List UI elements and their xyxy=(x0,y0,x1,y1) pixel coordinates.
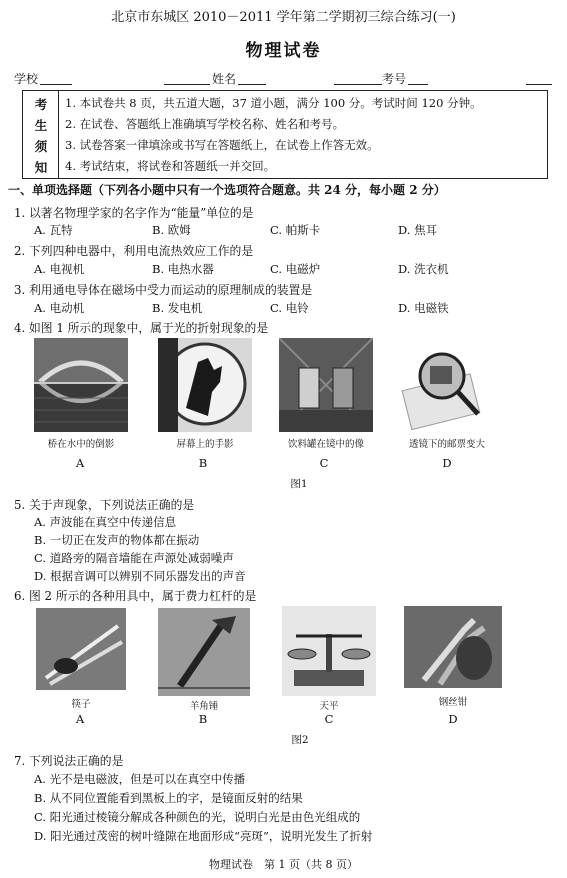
balance-scale-photo xyxy=(282,606,376,696)
page-footer: 物理试卷 第 1 页（共 8 页） xyxy=(209,858,358,871)
q1-option-a: A. 瓦特 xyxy=(34,223,73,237)
figure1-letter-a: A xyxy=(75,456,85,470)
q5-option-b: B. 一切正在发声的物体都在振动 xyxy=(34,533,200,547)
question-5-stem: 5. 关于声现象，下列说法正确的是 xyxy=(14,498,195,512)
figure2-letter-d: D xyxy=(448,712,458,726)
notice-box xyxy=(22,90,548,179)
chopsticks-photo xyxy=(36,608,126,690)
figure2-caption-c: 天平 xyxy=(319,701,339,712)
q3-option-d: D. 电磁铁 xyxy=(398,301,449,315)
page-title: 物理试卷 xyxy=(245,41,322,61)
notice-side-label xyxy=(23,91,59,178)
figure2-caption-a: 筷子 xyxy=(71,699,91,710)
figure1-caption-c: 饮料罐在镜中的像 xyxy=(287,439,364,450)
notice-line: 4. 考试结束，将试卷和答题纸一并交回。 xyxy=(65,159,276,173)
can-mirror-photo xyxy=(279,338,373,432)
school-blank xyxy=(40,72,72,85)
q7-option-a: A. 光不是电磁波，但是可以在真空中传播 xyxy=(34,772,246,786)
figure1-letter-c: C xyxy=(319,456,329,470)
q7-option-d: D. 阳光通过茂密的树叶缝隙在地面形成“亮斑”，说明光发生了折射 xyxy=(34,829,373,843)
school-label: 学校 xyxy=(14,72,39,86)
exam-header: 北京市东城区 2010－2011 学年第二学期初三综合练习(一) xyxy=(111,10,456,25)
q2-option-b: B. 电热水器 xyxy=(152,262,214,276)
question-4-stem: 4. 如图 1 所示的现象中，属于光的折射现象的是 xyxy=(14,321,269,335)
figure2-label: 图2 xyxy=(291,734,309,746)
figure1-caption-b: 屏幕上的手影 xyxy=(176,439,234,450)
figure2-caption-d: 钢丝钳 xyxy=(438,697,468,708)
question-7-stem: 7. 下列说法正确的是 xyxy=(14,754,124,768)
name-label: 姓名 xyxy=(212,72,237,86)
q5-option-d: D. 根据音调可以辨别不同乐器发出的声音 xyxy=(34,569,246,583)
q1-option-b: B. 欧姆 xyxy=(152,223,191,237)
q2-option-d: D. 洗衣机 xyxy=(398,262,449,276)
section-heading: 一、单项选择题（下列各小题中只有一个选项符合题意。共 24 分，每小题 2 分） xyxy=(8,183,446,197)
trailing-blank xyxy=(526,72,552,85)
bridge-reflection-photo xyxy=(34,338,128,432)
q7-option-c: C. 阳光通过棱镜分解成各种颜色的光，说明白光是由色光组成的 xyxy=(34,810,361,824)
q2-option-a: A. 电视机 xyxy=(34,262,85,276)
q1-option-d: D. 焦耳 xyxy=(398,223,438,237)
q5-option-c: C. 道路旁的隔音墙能在声源处减弱噪声 xyxy=(34,551,234,565)
figure1-letter-b: B xyxy=(198,456,208,470)
q1-option-c: C. 帕斯卡 xyxy=(270,223,321,237)
figure2-letter-c: C xyxy=(324,712,334,726)
figure2-letter-b: B xyxy=(198,712,208,726)
notice-side-char: 生 xyxy=(34,118,48,133)
name-blank-pre xyxy=(164,72,210,85)
q3-option-a: A. 电动机 xyxy=(34,301,85,315)
question-3-stem: 3. 利用通电导体在磁场中受力而运动的原理制成的装置是 xyxy=(14,283,313,297)
figure2-caption-b: 羊角锤 xyxy=(189,701,219,712)
notice-line: 2. 在试卷、答题纸上准确填写学校名称、姓名和考号。 xyxy=(65,117,345,131)
q3-option-b: B. 发电机 xyxy=(152,301,203,315)
name-blank xyxy=(238,72,266,85)
figure2-letter-a: A xyxy=(75,712,85,726)
q7-option-b: B. 从不同位置能看到黑板上的字，是镜面反射的结果 xyxy=(34,791,303,805)
magnifier-stamp-photo xyxy=(400,348,494,430)
notice-side-char: 须 xyxy=(34,139,48,154)
q3-option-c: C. 电铃 xyxy=(270,301,309,315)
exam-no-blank xyxy=(408,72,428,85)
figure1-letter-d: D xyxy=(442,456,452,470)
claw-hammer-photo xyxy=(158,608,250,696)
figure1-caption-a: 桥在水中的倒影 xyxy=(47,439,115,450)
notice-side-char: 考 xyxy=(34,97,48,112)
exam-no-blank-pre xyxy=(334,72,382,85)
q2-option-c: C. 电磁炉 xyxy=(270,262,321,276)
q5-option-a: A. 声波能在真空中传递信息 xyxy=(34,515,177,529)
notice-line: 1. 本试卷共 8 页，共五道大题，37 道小题，满分 100 分。考试时间 120 分钟。 xyxy=(65,96,482,110)
question-1-stem: 1. 以著名物理学家的名字作为“能量”单位的是 xyxy=(14,206,254,220)
hand-shadow-photo xyxy=(158,338,252,432)
notice-line: 3. 试卷答案一律填涂或书写在答题纸上，在试卷上作答无效。 xyxy=(65,138,379,152)
student-info-line xyxy=(14,70,553,88)
question-6-stem: 6. 图 2 所示的各种用具中，属于费力杠杆的是 xyxy=(14,589,257,603)
wire-cutters-photo xyxy=(404,606,502,688)
notice-side-char: 知 xyxy=(34,160,48,175)
exam-no-label: 考号 xyxy=(382,72,407,86)
figure1-caption-d: 透镜下的邮票变大 xyxy=(408,439,485,450)
question-2-stem: 2. 下列四种电器中，利用电流热效应工作的是 xyxy=(14,244,254,258)
figure1-label: 图1 xyxy=(290,478,308,490)
